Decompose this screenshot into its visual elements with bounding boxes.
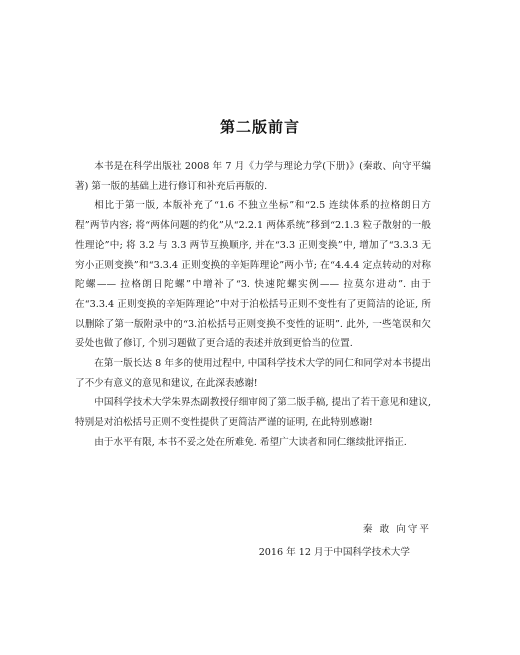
paragraph-3: 在第一版长达 8 年多的使用过程中, 中国科学技术大学的同仁和同学对本书提出了不少有意义的意见和建议, 在此深表感谢!	[75, 358, 431, 389]
preface-body	[75, 157, 431, 453]
date-place: 2016 年 12 月于中国科学技术大学	[258, 547, 410, 558]
author-signature: 秦 敢 向守平	[362, 524, 431, 535]
paragraph-2: 相比于第一版, 本版补充了“1.6 不独立坐标”和“2.5 连续体系的拉格朗日方程”两节内容; 将“两体问题的约化”从“2.2.1 两体系统”移到“2.1.3 粒子散射的一般性理论”中; 将 3.2 与 3.3 两节互换顺序, 并在“3.3 正则变换”中, 增加了“3.3.3 无穷小正则变换”和“3.3.4 正则变换的辛矩阵理论”两小节; 在“4.4.4 定点转动的对称陀螺—— 拉格朗日陀螺”中增补了“3. 快速陀螺实例—— 拉莫尔进动”. 由于在“3.3.4 正则变换的辛矩阵理论”中对于泊松括号正则不变性有了更简洁的论证, 所以删除了第一版附录中的“3.泊松括号正则变换不变性的证明”. 此外, 一些笔误和欠妥处也做了修订, 个别习题做了更合适的表述并放到更恰当的位置.	[75, 200, 431, 350]
page-title: 第二版前言	[219, 118, 300, 136]
paragraph-4: 中国科学技术大学朱界杰副教授仔细审阅了第二版手稿, 提出了若干意见和建议, 特别是对泊松括号正则不变性提供了更简洁严谨的证明, 在此特别感谢!	[75, 397, 431, 429]
paragraph-1: 本书是在科学出版社 2008 年 7 月《力学与理论力学(下册)》(秦敢、向守平编著) 第一版的基础上进行修订和补充后再版的.	[75, 161, 431, 192]
paragraph-5: 由于水平有限, 本书不妥之处在所难免. 希望广大读者和同仁继续批评指正.	[94, 436, 407, 448]
